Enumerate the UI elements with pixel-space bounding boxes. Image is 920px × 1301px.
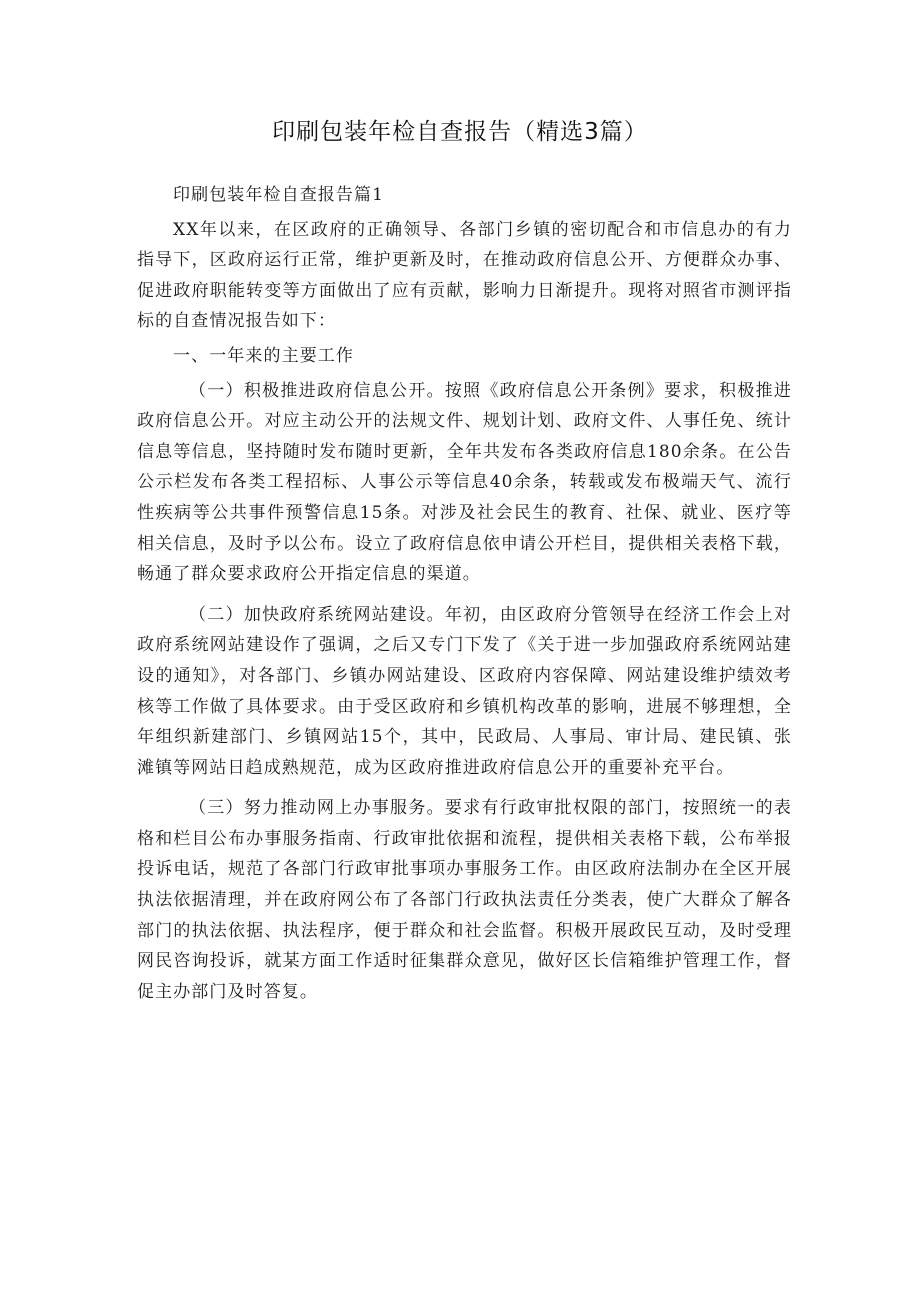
document-body [137,180,792,1017]
paragraph-3: （三）努力推动网上办事服务。要求有行政审批权限的部门，按照统一的表格和栏目公布办事服务指南、行政审批依据和流程，提供相关表格下载，公布举报投诉电话，规范了各部门行政审批事项办事服务工作。由区政府法制办在全区开展执法依据清理，并在政府网公布了各部门行政执法责任分类表，使广大群众了解各部门的执法依据、执法程序，便于群众和社会监督。积极开展政民互动，及时受理网民咨询投诉，就某方面工作适时征集群众意见，做好区长信箱维护管理工作，督促主办部门及时答复。 [137,798,792,1002]
paragraph-1: （一）积极推进政府信息公开。按照《政府信息公开条例》要求，积极推进政府信息公开。对应主动公开的法规文件、规划计划、政府文件、人事任免、统计信息等信息，坚持随时发布随时更新，全年共发布各类政府信息180余条。在公告公示栏发布各类工程招标、人事公示等信息40余条，转载或发布极端天气、流行性疾病等公共事件预警信息15条。对涉及社会民生的教育、社保、就业、医疗等相关信息，及时予以公布。设立了政府信息依申请公开栏目，提供相关表格下载，畅通了群众要求政府公开指定信息的渠道。 [137,380,792,585]
document-title: 印刷包装年检自查报告（精选3篇） [272,119,648,145]
article-heading: 印刷包装年检自查报告篇1 [173,185,385,205]
section-heading: 一、一年来的主要工作 [173,345,354,366]
intro-paragraph: XX年以来，在区政府的正确领导、各部门乡镇的密切配合和市信息办的有力指导下，区政府运行正常，维护更新及时，在推动政府信息公开、方便群众办事、促进政府职能转变等方面做出了应有贡献，影响力日渐提升。现将对照省市测评指标的自查情况报告如下： [137,219,792,332]
paragraph-2: （二）加快政府系统网站建设。年初，由区政府分管领导在经济工作会上对政府系统网站建设作了强调，之后又专门下发了《关于进一步加强政府系统网站建设的通知》，对各部门、乡镇办网站建设、区政府内容保障、网站建设维护绩效考核等工作做了具体要求。由于受区政府和乡镇机构改革的影响，进展不够理想，全年组织新建部门、乡镇网站15个，其中，民政局、人事局、审计局、建民镇、张滩镇等网站日趋成熟规范，成为区政府推进政府信息公开的重要补充平台。 [137,604,792,778]
